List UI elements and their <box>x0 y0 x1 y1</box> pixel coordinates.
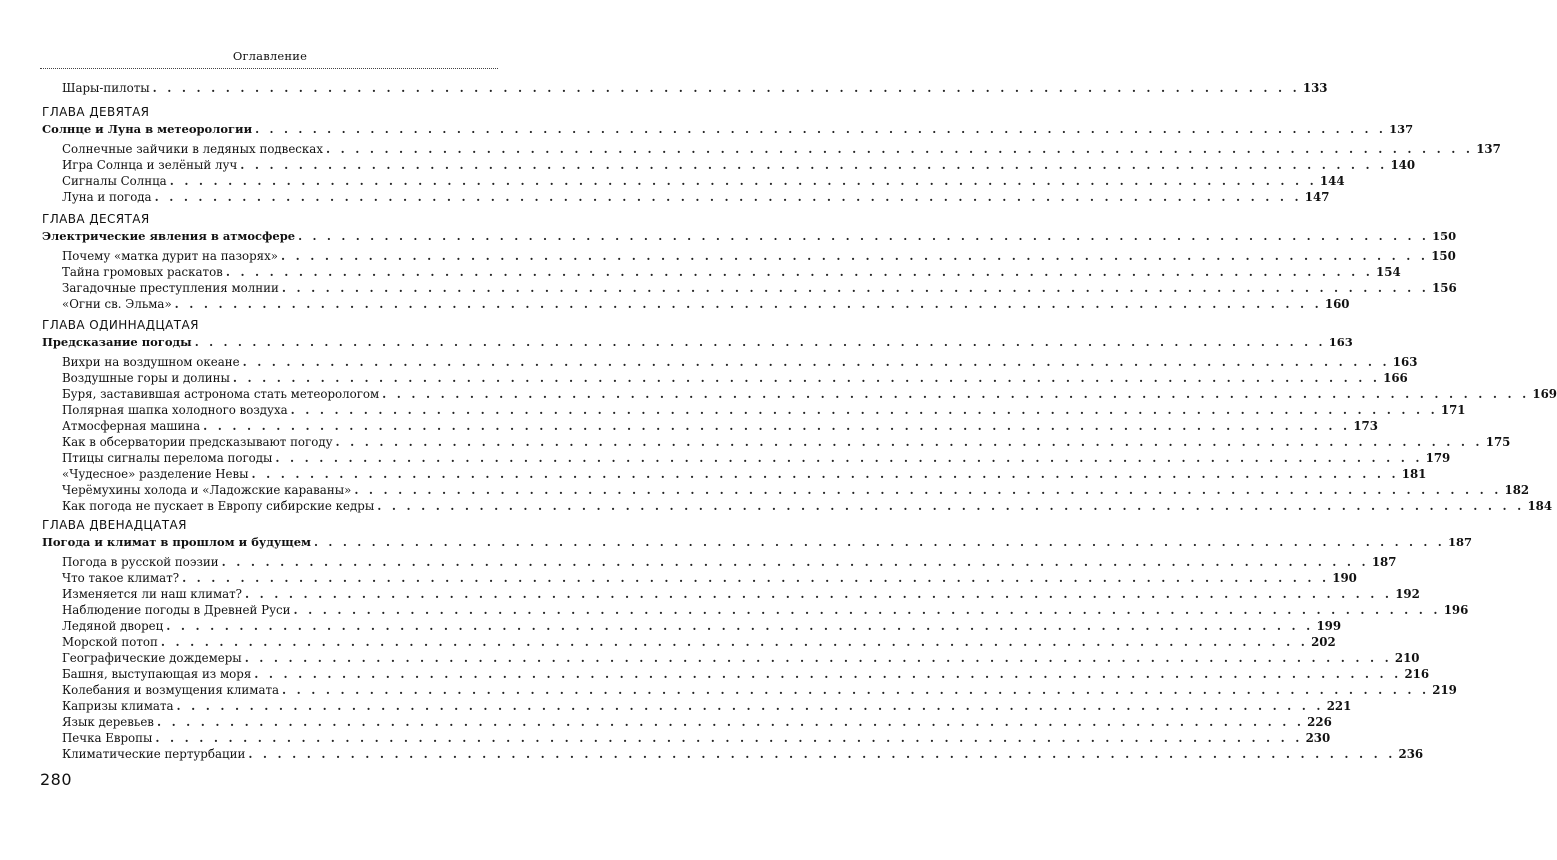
toc-entry-page: 137 <box>1476 142 1501 156</box>
dot-leader: . . . . . . . . . . . . . . . . . . . . . . . . . . . . . . . . . . . . . . . . . . . . . . . . . . . . . . . . . . . . . . . . . . . . . . . . . . . . . . . <box>281 249 1429 263</box>
toc-entry-title: Полярная шапка холодного воздуха <box>62 403 288 417</box>
dot-leader: . . . . . . . . . . . . . . . . . . . . . . . . . . . . . . . . . . . . . . . . . . . . . . . . . . . . . . . . . . . . . . . . . . . . . . . . . . . . . . . <box>155 731 1303 745</box>
toc-entry-title: Как в обсерватории предсказывают погоду <box>62 435 333 449</box>
toc-entry-title: Ледяной дворец <box>62 619 164 633</box>
page-number: 280 <box>40 770 73 789</box>
toc-entry[interactable] <box>62 682 1457 698</box>
toc-entry[interactable] <box>62 370 1408 386</box>
toc-entry-title: Язык деревьев <box>62 715 154 729</box>
toc-entry-page: 147 <box>1304 190 1330 204</box>
dot-leader: . . . . . . . . . . . . . . . . . . . . . . . . . . . . . . . . . . . . . . . . . . . . . . . . . . . . . . . . . . . . . . . . . . . . . . . . . . . . . . . <box>293 603 1441 617</box>
toc-entry-title: Наблюдение погоды в Древней Руси <box>62 603 291 617</box>
toc-entry-page: 230 <box>1305 731 1331 745</box>
dot-leader: . . . . . . . . . . . . . . . . . . . . . . . . . . . . . . . . . . . . . . . . . . . . . . . . . . . . . . . . . . . . . . . . . . . . . . . . . . . . . . . <box>156 715 1305 729</box>
toc-chapter-main-entry[interactable] <box>42 228 1457 244</box>
toc-entry-title: Черёмухины холода и «Ладожские караваны» <box>62 483 352 497</box>
toc-entry-page: 221 <box>1326 699 1352 713</box>
dot-leader: . . . . . . . . . . . . . . . . . . . . . . . . . . . . . . . . . . . . . . . . . . . . . . . . . . . . . . . . . . . . . . . . . . . . . . . . . . . . . . . <box>225 265 1374 279</box>
toc-entry-title: Луна и погода <box>62 190 152 204</box>
toc-entry-page: 171 <box>1440 403 1466 417</box>
toc-entry-page: 160 <box>1324 297 1350 311</box>
toc-entry[interactable] <box>62 698 1352 714</box>
toc-entry[interactable] <box>62 450 1451 466</box>
toc-entry-title: Географические дождемеры <box>62 651 242 665</box>
dot-leader: . . . . . . . . . . . . . . . . . . . . . . . . . . . . . . . . . . . . . . . . . . . . . . . . . . . . . . . . . . . . . . . . . . . . . . . . . . . . . . . <box>377 499 1525 513</box>
dot-leader: . . . . . . . . . . . . . . . . . . . . . . . . . . . . . . . . . . . . . . . . . . . . . . . . . . . . . . . . . . . . . . . . . . . . . . . . . . . . . . . <box>335 435 1483 449</box>
toc-entry-title: Погода и климат в прошлом и будущем <box>42 535 312 549</box>
toc-entry-page: 156 <box>1432 281 1457 295</box>
toc-entry-title: Изменяется ли наш климат? <box>62 587 243 601</box>
toc-entry-page: 163 <box>1392 355 1418 369</box>
toc-chapter-main-entry[interactable] <box>42 334 1353 350</box>
toc-entry[interactable] <box>62 634 1336 650</box>
toc-entry-title: Что такое климат? <box>62 571 180 585</box>
toc-entry-title: Как погода не пускает в Европу сибирские кедры <box>62 499 375 513</box>
dot-leader: . . . . . . . . . . . . . . . . . . . . . . . . . . . . . . . . . . . . . . . . . . . . . . . . . . . . . . . . . . . . . . . . . . . . . . . . . . . . . . . <box>221 555 1369 569</box>
toc-entry-page: 144 <box>1319 174 1345 188</box>
toc-entry-page: 202 <box>1311 635 1336 649</box>
toc-entry-page: 226 <box>1307 715 1332 729</box>
running-head: Оглавление <box>232 49 308 63</box>
dot-leader: . . . . . . . . . . . . . . . . . . . . . . . . . . . . . . . . . . . . . . . . . . . . . . . . . . . . . . . . . . . . . . . . . . . . . . . . . . . . . . . <box>282 683 1430 697</box>
toc-entry[interactable] <box>62 482 1530 498</box>
toc-entry-title: Птицы сигналы перелома погоды <box>62 451 273 465</box>
toc-entry-title: Печка Европы <box>62 731 153 745</box>
toc-entry-title: Воздушные горы и долины <box>62 371 230 385</box>
toc-entry[interactable] <box>62 650 1420 666</box>
toc-entry-page: 181 <box>1401 467 1427 481</box>
toc-entry-page: 187 <box>1371 555 1397 569</box>
toc-entry[interactable] <box>62 248 1456 264</box>
toc-entry[interactable] <box>62 554 1397 570</box>
chapter-heading: ГЛАВА ДЕСЯТАЯ <box>42 212 150 226</box>
toc-entry-page: 187 <box>1448 535 1473 549</box>
toc-entry-title: Почему «матка дурит на пазорях» <box>62 249 278 263</box>
toc-entry-title: Климатические пертурбации <box>62 747 246 761</box>
dot-leader: . . . . . . . . . . . . . . . . . . . . . . . . . . . . . . . . . . . . . . . . . . . . . . . . . . . . . . . . . . . . . . . . . . . . . . . . . . . . . . . <box>248 747 1396 761</box>
toc-entry[interactable] <box>62 746 1424 762</box>
toc-entry-page: 150 <box>1431 249 1456 263</box>
toc-entry-title: Загадочные преступления молнии <box>62 281 279 295</box>
dot-leader: . . . . . . . . . . . . . . . . . . . . . . . . . . . . . . . . . . . . . . . . . . . . . . . . . . . . . . . . . . . . . . . . . . . . . . . . . . . . . . . <box>182 571 1330 585</box>
toc-entry[interactable] <box>62 173 1345 189</box>
toc-entry-title: «Чудесное» разделение Невы <box>62 467 249 481</box>
toc-entry-page: 133 <box>1302 81 1328 95</box>
toc-entry-page: 166 <box>1383 371 1408 385</box>
chapter-heading: ГЛАВА ДВЕНАДЦАТАЯ <box>42 518 187 532</box>
toc-entry[interactable] <box>62 570 1357 586</box>
toc-entry-title: Капризы климата <box>62 699 174 713</box>
dot-leader: . . . . . . . . . . . . . . . . . . . . . . . . . . . . . . . . . . . . . . . . . . . . . . . . . . . . . . . . . . . . . . . . . . . . . . . . . . . . . . . <box>314 535 1445 549</box>
dot-leader: . . . . . . . . . . . . . . . . . . . . . . . . . . . . . . . . . . . . . . . . . . . . . . . . . . . . . . . . . . . . . . . . . . . . . . . . . . . . . . . <box>203 419 1351 433</box>
toc-entry-title: Буря, заставившая астронома стать метеорологом <box>62 387 380 401</box>
toc-entry-title: Солнце и Луна в метеорологии <box>42 122 253 136</box>
toc-entry[interactable] <box>62 666 1430 682</box>
dot-leader: . . . . . . . . . . . . . . . . . . . . . . . . . . . . . . . . . . . . . . . . . . . . . . . . . . . . . . . . . . . . . . . . . . . . . . . . . . . . . . . <box>176 699 1324 713</box>
dot-leader: . . . . . . . . . . . . . . . . . . . . . . . . . . . . . . . . . . . . . . . . . . . . . . . . . . . . . . . . . . . . . . . . . . . . . . . . . . . . . . . <box>382 387 1530 401</box>
dot-leader: . . . . . . . . . . . . . . . . . . . . . . . . . . . . . . . . . . . . . . . . . . . . . . . . . . . . . . . . . . . . . . . . . . . . . . . . . . . . . . . <box>255 122 1387 136</box>
toc-entry-title: Погода в русской поэзии <box>62 555 219 569</box>
toc-entry[interactable] <box>62 296 1350 312</box>
toc-entry-title: Шары-пилоты <box>62 81 150 95</box>
toc-entry[interactable] <box>62 618 1342 634</box>
chapter-heading: ГЛАВА ОДИННАДЦАТАЯ <box>42 318 199 332</box>
toc-entry[interactable] <box>62 80 1328 96</box>
chapter-heading: ГЛАВА ДЕВЯТАЯ <box>42 105 150 119</box>
dot-leader: . . . . . . . . . . . . . . . . . . . . . . . . . . . . . . . . . . . . . . . . . . . . . . . . . . . . . . . . . . . . . . . . . . . . . . . . . . . . . . . <box>245 587 1393 601</box>
toc-entry-page: 169 <box>1532 387 1557 401</box>
dot-leader: . . . . . . . . . . . . . . . . . . . . . . . . . . . . . . . . . . . . . . . . . . . . . . . . . . . . . . . . . . . . . . . . . . . . . . . . . . . . . . . <box>194 335 1326 349</box>
toc-entry-page: 199 <box>1316 619 1342 633</box>
toc-entry-title: Тайна громовых раскатов <box>62 265 223 279</box>
dot-leader: . . . . . . . . . . . . . . . . . . . . . . . . . . . . . . . . . . . . . . . . . . . . . . . . . . . . . . . . . . . . . . . . . . . . . . . . . . . . . . . <box>275 451 1423 465</box>
toc-entry-title: «Огни св. Эльма» <box>62 297 172 311</box>
toc-entry[interactable] <box>62 434 1511 450</box>
dot-leader: . . . . . . . . . . . . . . . . . . . . . . . . . . . . . . . . . . . . . . . . . . . . . . . . . . . . . . . . . . . . . . . . . . . . . . . . . . . . . . . <box>281 281 1430 295</box>
toc-entry[interactable] <box>62 354 1418 370</box>
toc-entry-page: 154 <box>1376 265 1401 279</box>
header-rule <box>40 68 498 69</box>
toc-entry-title: Вихри на воздушном океане <box>62 355 240 369</box>
toc-entry[interactable] <box>62 586 1420 602</box>
toc-entry-page: 140 <box>1390 158 1416 172</box>
toc-entry-title: Предсказание погоды <box>42 335 192 349</box>
toc-entry[interactable] <box>62 730 1331 746</box>
toc-entry-page: 182 <box>1504 483 1530 497</box>
toc-entry-title: Атмосферная машина <box>62 419 201 433</box>
toc-entry[interactable] <box>62 386 1557 402</box>
dot-leader: . . . . . . . . . . . . . . . . . . . . . . . . . . . . . . . . . . . . . . . . . . . . . . . . . . . . . . . . . . . . . . . . . . . . . . . . . . . . . . . <box>154 190 1302 204</box>
toc-entry[interactable] <box>62 418 1378 434</box>
toc-entry[interactable] <box>62 157 1416 173</box>
dot-leader: . . . . . . . . . . . . . . . . . . . . . . . . . . . . . . . . . . . . . . . . . . . . . . . . . . . . . . . . . . . . . . . . . . . . . . . . . . . . . . . <box>174 297 1322 311</box>
toc-entry-page: 236 <box>1398 747 1424 761</box>
toc-entry-title: Солнечные зайчики в ледяных подвесках <box>62 142 323 156</box>
toc-entry-page: 190 <box>1332 571 1357 585</box>
toc-entry-page: 184 <box>1527 499 1553 513</box>
toc-entry-page: 163 <box>1328 335 1353 349</box>
toc-entry-title: Электрические явления в атмосфере <box>42 229 296 243</box>
toc-entry-title: Игра Солнца и зелёный луч <box>62 158 238 172</box>
toc-entry[interactable] <box>62 402 1466 418</box>
toc-entry-title: Сигналы Солнца <box>62 174 167 188</box>
dot-leader: . . . . . . . . . . . . . . . . . . . . . . . . . . . . . . . . . . . . . . . . . . . . . . . . . . . . . . . . . . . . . . . . . . . . . . . . . . . . . . . <box>298 229 1430 243</box>
toc-chapter-main-entry[interactable] <box>42 534 1473 550</box>
dot-leader: . . . . . . . . . . . . . . . . . . . . . . . . . . . . . . . . . . . . . . . . . . . . . . . . . . . . . . . . . . . . . . . . . . . . . . . . . . . . . . . <box>354 483 1502 497</box>
dot-leader: . . . . . . . . . . . . . . . . . . . . . . . . . . . . . . . . . . . . . . . . . . . . . . . . . . . . . . . . . . . . . . . . . . . . . . . . . . . . . . . <box>251 467 1399 481</box>
toc-entry-page: 137 <box>1389 122 1414 136</box>
toc-entry[interactable] <box>62 714 1332 730</box>
toc-entry[interactable] <box>62 466 1427 482</box>
toc-entry[interactable] <box>62 141 1501 157</box>
dot-leader: . . . . . . . . . . . . . . . . . . . . . . . . . . . . . . . . . . . . . . . . . . . . . . . . . . . . . . . . . . . . . . . . . . . . . . . . . . . . . . . <box>240 158 1388 172</box>
dot-leader: . . . . . . . . . . . . . . . . . . . . . . . . . . . . . . . . . . . . . . . . . . . . . . . . . . . . . . . . . . . . . . . . . . . . . . . . . . . . . . . <box>254 667 1402 681</box>
toc-chapter-main-entry[interactable] <box>42 121 1414 137</box>
toc-entry-page: 150 <box>1432 229 1457 243</box>
dot-leader: . . . . . . . . . . . . . . . . . . . . . . . . . . . . . . . . . . . . . . . . . . . . . . . . . . . . . . . . . . . . . . . . . . . . . . . . . . . . . . . <box>166 619 1314 633</box>
dot-leader: . . . . . . . . . . . . . . . . . . . . . . . . . . . . . . . . . . . . . . . . . . . . . . . . . . . . . . . . . . . . . . . . . . . . . . . . . . . . . . . <box>244 651 1392 665</box>
toc-entry-title: Колебания и возмущения климата <box>62 683 280 697</box>
dot-leader: . . . . . . . . . . . . . . . . . . . . . . . . . . . . . . . . . . . . . . . . . . . . . . . . . . . . . . . . . . . . . . . . . . . . . . . . . . . . . . . <box>290 403 1438 417</box>
toc-entry-page: 179 <box>1425 451 1451 465</box>
toc-entry-page: 219 <box>1432 683 1457 697</box>
toc-entry-page: 192 <box>1395 587 1420 601</box>
toc-entry-title: Башня, выступающая из моря <box>62 667 252 681</box>
toc-entry[interactable] <box>62 264 1401 280</box>
dot-leader: . . . . . . . . . . . . . . . . . . . . . . . . . . . . . . . . . . . . . . . . . . . . . . . . . . . . . . . . . . . . . . . . . . . . . . . . . . . . . . . <box>169 174 1317 188</box>
toc-entry[interactable] <box>62 280 1457 296</box>
dot-leader: . . . . . . . . . . . . . . . . . . . . . . . . . . . . . . . . . . . . . . . . . . . . . . . . . . . . . . . . . . . . . . . . . . . . . . . . . . . . . . . <box>232 371 1381 385</box>
dot-leader: . . . . . . . . . . . . . . . . . . . . . . . . . . . . . . . . . . . . . . . . . . . . . . . . . . . . . . . . . . . . . . . . . . . . . . . . . . . . . . . <box>160 635 1309 649</box>
toc-entry-page: 196 <box>1443 603 1469 617</box>
dot-leader: . . . . . . . . . . . . . . . . . . . . . . . . . . . . . . . . . . . . . . . . . . . . . . . . . . . . . . . . . . . . . . . . . . . . . . . . . . . . . . . <box>325 142 1474 156</box>
toc-entry-page: 210 <box>1394 651 1420 665</box>
dot-leader: . . . . . . . . . . . . . . . . . . . . . . . . . . . . . . . . . . . . . . . . . . . . . . . . . . . . . . . . . . . . . . . . . . . . . . . . . . . . . . . <box>152 81 1300 95</box>
toc-entry[interactable] <box>62 602 1469 618</box>
toc-entry-page: 175 <box>1485 435 1511 449</box>
toc-entry-page: 216 <box>1404 667 1430 681</box>
toc-entry-title: Морской потоп <box>62 635 158 649</box>
toc-entry[interactable] <box>62 498 1553 514</box>
toc-entry-page: 173 <box>1353 419 1378 433</box>
toc-entry[interactable] <box>62 189 1330 205</box>
dot-leader: . . . . . . . . . . . . . . . . . . . . . . . . . . . . . . . . . . . . . . . . . . . . . . . . . . . . . . . . . . . . . . . . . . . . . . . . . . . . . . . <box>242 355 1390 369</box>
